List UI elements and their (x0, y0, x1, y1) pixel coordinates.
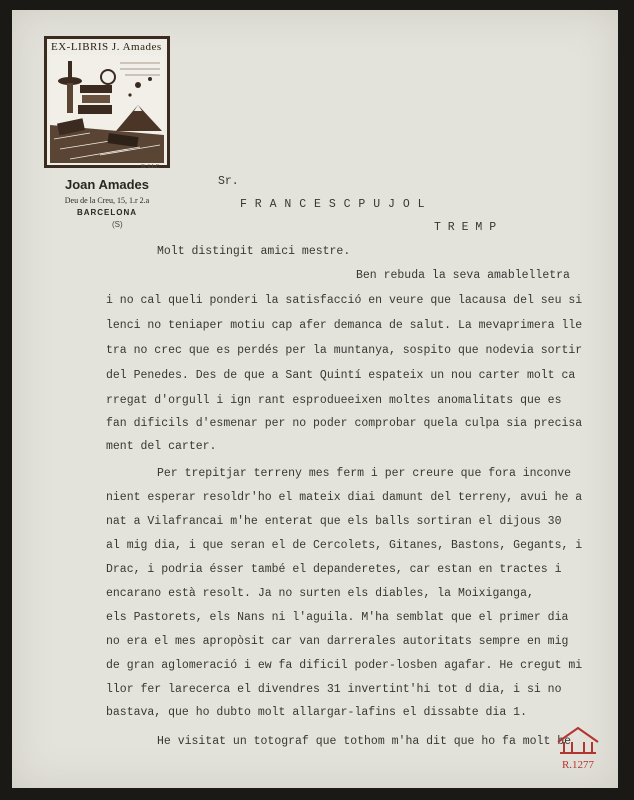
exlibris-illustration (50, 55, 164, 163)
letterhead-address: Deu de la Creu, 15, 1.r 2.a (64, 196, 150, 205)
paragraph-line: rregat d'orgull i ign rant esprodueeixen moltes anomalitats que es (106, 394, 562, 407)
paragraph-line: tra no crec que es perdés per la muntanya, sospito que nodevia sortir (106, 344, 583, 357)
artist-signature: B. LLC (141, 164, 160, 170)
recipient-name: F R A N C E S C P U J O L (240, 198, 426, 211)
paragraph-line: Ben rebuda la seva amablelletra (356, 269, 570, 282)
paragraph-line: nient esperar resoldr'ho el mateix diai damunt del terreny, avui he a (106, 491, 583, 504)
exlibris-title: EX-LIBRIS J. Amades (51, 41, 162, 53)
paragraph-line: bastava, que ho dubto molt allargar-lafins el dissabte dia 1. (106, 706, 527, 719)
paragraph-line: llor fer larecerca el divendres 31 invertint'hi tot d dia, i si no (106, 683, 562, 696)
exlibris-bookplate (44, 36, 170, 168)
paragraph-line: Per trepitjar terreny mes ferm i per creure que fora inconve (157, 467, 572, 480)
paragraph-line: no era el mes apropòsit car van darrerales autoritats sempre en mig (106, 635, 569, 648)
paragraph-line: al mig dia, i que seran el de Cercolets, Gitanes, Bastons, Gegants, i (106, 539, 583, 552)
letterhead-mark: (S) (112, 220, 123, 229)
paragraph-line: els Pastorets, els Nans ni l'aguila. M'ha semblat que el primer dia (106, 611, 569, 624)
paragraph-line: fan dificils d'esmenar per no poder comprobar quela culpa sia precisa (106, 417, 583, 430)
paragraph-line: encarano està resolt. Ja no surten els diables, la Moixiganga, (106, 587, 534, 600)
paragraph-line: He visitat un totograf que tothom m'ha dit que ho fa molt be (157, 735, 572, 748)
paragraph-line: de gran aglomeració i ew fa dificil poder-losben agafar. He cregut mi (106, 659, 583, 672)
paragraph-line: ment del carter. (106, 440, 217, 453)
paragraph-line: i no cal queli ponderi la satisfacció en veure que lacausa del seu si (106, 294, 583, 307)
stamp-text: R.1277 (561, 759, 595, 771)
archive-stamp (548, 722, 608, 772)
letterhead-city: BARCELONA (76, 208, 138, 217)
salutation-prefix: Sr. (218, 175, 239, 188)
paragraph-line: del Penedes. Des de que a Sant Quintí espateix un nou carter molt ca (106, 369, 576, 382)
paragraph-line: Drac, i podria ésser també el depanderetes, car estan en tractes i (106, 563, 562, 576)
paragraph-line: lenci no teniaper motiu cap afer demanca de salut. La mevaprimera lle (106, 319, 583, 332)
letterhead-name: Joan Amades (64, 177, 150, 192)
recipient-city: T R E M P (434, 221, 497, 234)
greeting: Molt distingit amici mestre. (157, 245, 351, 258)
paragraph-line: nat a Vilafrancai m'he enterat que els balls sortiran el dijous 30 (106, 515, 562, 528)
